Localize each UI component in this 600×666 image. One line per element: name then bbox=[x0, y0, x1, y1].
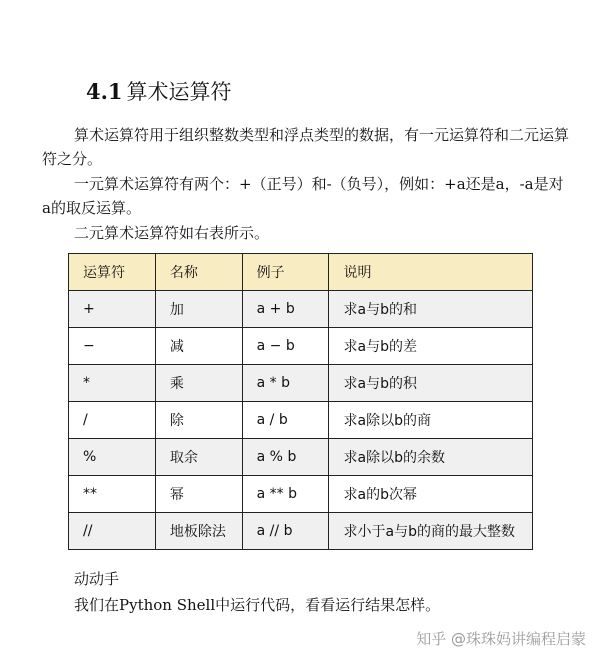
watermark: 知乎 @珠珠妈讲编程启蒙 bbox=[416, 630, 586, 648]
table-row bbox=[69, 476, 533, 513]
table-row bbox=[69, 513, 533, 550]
table-row bbox=[69, 365, 533, 402]
cell-operator: + bbox=[69, 291, 156, 328]
cell-example: a − b bbox=[242, 328, 329, 365]
cell-operator: // bbox=[69, 513, 156, 550]
section-heading bbox=[86, 76, 232, 106]
table-row bbox=[69, 439, 533, 476]
cell-name: 除 bbox=[155, 402, 242, 439]
cell-name: 幂 bbox=[155, 476, 242, 513]
cell-name: 取余 bbox=[155, 439, 242, 476]
table-header-row bbox=[69, 254, 533, 291]
cell-operator: % bbox=[69, 439, 156, 476]
cell-description: 求a与b的差 bbox=[329, 328, 533, 365]
cell-description: 求a除以b的商 bbox=[329, 402, 533, 439]
cell-example: a + b bbox=[242, 291, 329, 328]
cell-name: 乘 bbox=[155, 365, 242, 402]
cell-operator: ** bbox=[69, 476, 156, 513]
header-name: 名称 bbox=[155, 254, 242, 291]
section-number: 4.1 bbox=[86, 79, 123, 104]
table-row bbox=[69, 402, 533, 439]
cell-name: 减 bbox=[155, 328, 242, 365]
paragraph-intro: 算术运算符用于组织整数类型和浮点类型的数据，有一元运算符和二元运算符之分。 bbox=[42, 126, 570, 168]
cell-name: 加 bbox=[155, 291, 242, 328]
cell-example: a * b bbox=[242, 365, 329, 402]
cell-example: a // b bbox=[242, 513, 329, 550]
cell-description: 求a除以b的余数 bbox=[329, 439, 533, 476]
cell-description: 求a与b的和 bbox=[329, 291, 533, 328]
operator-table bbox=[68, 253, 533, 550]
cell-description: 求小于a与b的商的最大整数 bbox=[329, 513, 533, 550]
cell-example: a / b bbox=[242, 402, 329, 439]
header-description: 说明 bbox=[329, 254, 533, 291]
hands-on-heading: 动动手 bbox=[74, 570, 120, 588]
cell-example: a ** b bbox=[242, 476, 329, 513]
hands-on-instruction: 我们在Python Shell中运行代码，看看运行结果怎样。 bbox=[74, 596, 441, 614]
cell-operator: − bbox=[69, 328, 156, 365]
table-row bbox=[69, 328, 533, 365]
section-title-text: 算术运算符 bbox=[126, 80, 232, 104]
cell-description: 求a与b的积 bbox=[329, 365, 533, 402]
paragraph-unary: 一元算术运算符有两个：+（正号）和-（负号），例如：+a还是a，-a是对a的取反运算。 bbox=[42, 175, 564, 217]
header-operator: 运算符 bbox=[69, 254, 156, 291]
cell-operator: * bbox=[69, 365, 156, 402]
table-row bbox=[69, 291, 533, 328]
cell-example: a % b bbox=[242, 439, 329, 476]
cell-operator: / bbox=[69, 402, 156, 439]
cell-name: 地板除法 bbox=[155, 513, 242, 550]
paragraph-binary: 二元算术运算符如右表所示。 bbox=[74, 224, 270, 242]
header-example: 例子 bbox=[242, 254, 329, 291]
cell-description: 求a的b次幂 bbox=[329, 476, 533, 513]
